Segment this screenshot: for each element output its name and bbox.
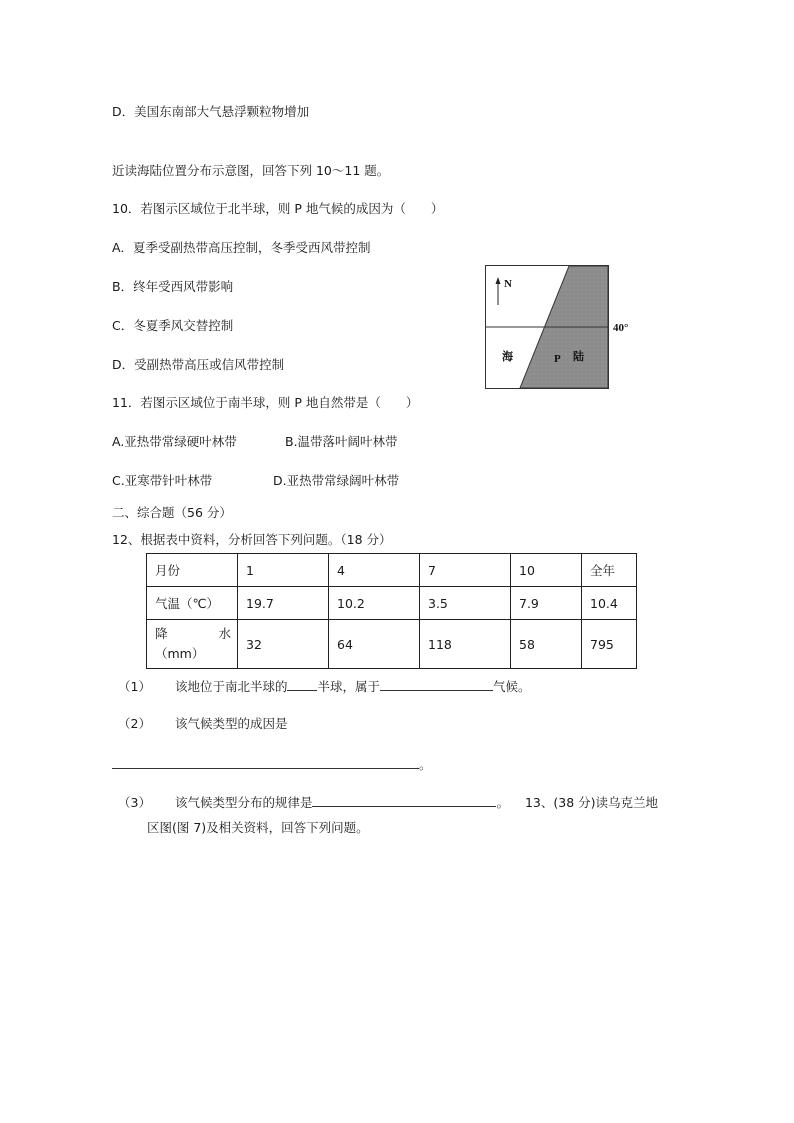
q10-11-intro: 近读海陆位置分布示意图，回答下列 10～11 题。 xyxy=(112,163,390,178)
table-cell: 10.2 xyxy=(329,587,420,620)
answer-blank-distribution[interactable] xyxy=(312,793,496,807)
precip-label-part: 降 xyxy=(155,626,168,641)
sea-land-diagram xyxy=(485,265,635,390)
q13-stem-cont: 区图(图 7)及相关资料，回答下列问题。 xyxy=(147,820,369,835)
table-cell xyxy=(147,620,238,669)
q12-stem: 12、根据表中资料，分析回答下列问题。（18 分） xyxy=(112,532,392,547)
table-cell: 118 xyxy=(420,620,511,669)
section2-title: 二、综合题（56 分） xyxy=(112,505,232,520)
table-cell: 58 xyxy=(511,620,582,669)
q12-sub1-text-b: 半球，属于 xyxy=(317,679,380,694)
sea-label: 海 xyxy=(502,350,513,363)
q10-option-b: B．终年受西风带影响 xyxy=(112,279,234,294)
q11-option-d: D.亚热带常绿阔叶林带 xyxy=(273,473,400,488)
q10-option-a: A．夏季受副热带高压控制，冬季受西风带控制 xyxy=(112,240,371,255)
q11-option-b: B.温带落叶阔叶林带 xyxy=(285,434,398,449)
q13-stem-start: 13、(38 分)读乌克兰地 xyxy=(524,795,659,810)
answer-blank-hemisphere[interactable] xyxy=(287,677,317,691)
table-cell: 64 xyxy=(329,620,420,669)
q12-sub1-text-c: 气候。 xyxy=(492,679,531,694)
north-label: N xyxy=(504,278,512,290)
table-cell: 10.4 xyxy=(582,587,637,620)
q12-sub3-number: （3） xyxy=(118,795,151,810)
table-row-precipitation xyxy=(147,620,637,669)
table-cell: 气温（℃） xyxy=(147,587,238,620)
table-cell: 10 xyxy=(511,554,582,587)
q10-option-c: C．冬夏季风交替控制 xyxy=(112,318,234,333)
precip-unit: （mm） xyxy=(155,646,205,661)
q12-sub2-text: 该气候类型的成因是 xyxy=(174,716,288,731)
table-cell: 4 xyxy=(329,554,420,587)
answer-blank-climate[interactable] xyxy=(380,677,493,691)
land-label: 陆 xyxy=(573,350,584,363)
table-cell: 32 xyxy=(238,620,329,669)
q12-sub1 xyxy=(118,677,531,695)
table-cell: 7 xyxy=(420,554,511,587)
table-row-temperature xyxy=(147,587,637,620)
precip-label-part: 水 xyxy=(218,626,231,641)
q12-sub3 xyxy=(118,793,658,811)
q12-sub2-end: 。 xyxy=(419,757,432,772)
table-cell: 全年 xyxy=(582,554,637,587)
latitude-label: 40° xyxy=(613,322,629,334)
point-p-label: P xyxy=(554,353,561,365)
table-row-header xyxy=(147,554,637,587)
q9-option-d: D．美国东南部大气悬浮颗粒物增加 xyxy=(112,104,310,119)
table-cell: 795 xyxy=(582,620,637,669)
sea-land-diagram-svg xyxy=(485,265,635,390)
q11-stem: 11．若图示区域位于南半球，则 P 地自然带是（ ） xyxy=(112,395,419,410)
climate-data-table xyxy=(146,553,637,669)
answer-blank-cause[interactable] xyxy=(112,755,419,769)
q12-sub3-text: 该气候类型分布的规律是 xyxy=(174,795,313,810)
q12-sub3-end: 。 xyxy=(496,795,509,810)
q12-sub2-number: （2） xyxy=(118,716,151,731)
q11-option-a: A.亚热带常绿硬叶林带 xyxy=(112,434,237,449)
q12-sub2 xyxy=(118,716,287,732)
table-cell: 19.7 xyxy=(238,587,329,620)
q12-sub1-text-a: 该地位于南北半球的 xyxy=(174,679,288,694)
q11-option-c: C.亚寒带针叶林带 xyxy=(112,473,213,488)
q10-option-d: D．受副热带高压或信风带控制 xyxy=(112,357,285,372)
table-cell: 3.5 xyxy=(420,587,511,620)
table-cell: 1 xyxy=(238,554,329,587)
q12-sub2-answer-line xyxy=(112,755,432,773)
table-cell: 7.9 xyxy=(511,587,582,620)
q12-sub1-number: （1） xyxy=(118,679,151,694)
q10-stem: 10．若图示区域位于北半球，则 P 地气候的成因为（ ） xyxy=(112,201,444,216)
table-cell: 月份 xyxy=(147,554,238,587)
